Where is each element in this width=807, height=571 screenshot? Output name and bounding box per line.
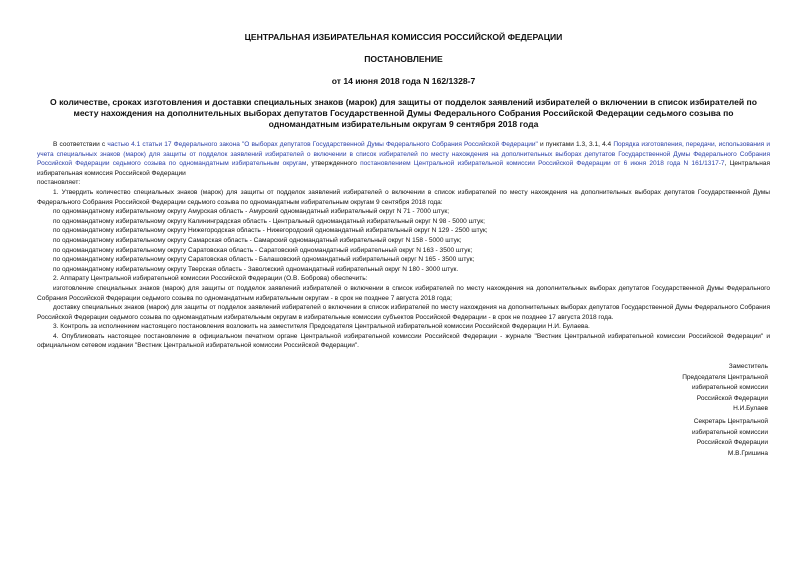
decides-line: постановляет:	[37, 179, 81, 187]
signature-line: Российской Федерации	[696, 439, 768, 447]
document-title: О количестве, сроках изготовления и доставки специальных знаков (марок) для защиты от подделок заявлений избирателей о включении в список избирателей по месту нахождения на дополнительных выборах депутатов Государственной Думы Федерального Собрания Российской Федерации седьмого созыва по одномандатным избирательным округам 9 сентября 2018 года	[50, 97, 757, 129]
signatory-name: М.В.Гришина	[727, 449, 768, 457]
item-2b: доставку специальных знаков (марок) для защиты от подделок заявлений избирателей о включении в список избирателей по месту нахождения на дополнительных выборах депутатов Государственной Думы Федерального Собрания Российской Федерации седьмого созыва по одномандатным избирательным округам в избирательные комиссии субъектов Российской Федерации - в срок не позднее 17 августа 2018 года.	[37, 304, 770, 321]
preamble-tail: , Центральная избирательная комиссия Российской Федерации	[37, 160, 770, 177]
resolution-link[interactable]: постановлением Центральной избирательной комиссии Российской Федерации от 6 июня 2018 года N 161/1317-7	[360, 160, 725, 168]
preamble-lead: В соответствии с	[53, 141, 108, 148]
law-link[interactable]: частью 4.1 статьи 17 Федерального закона "О выборах депутатов Государственной Думы Федерального Собрания Российской Федерации"	[107, 141, 538, 148]
signature-line: Заместитель	[728, 363, 768, 370]
district-item: по одномандатному избирательному округу Амурская область - Амурский одномандатный избирательный округ N 71 - 7000 штук;	[53, 208, 450, 216]
district-item: по одномандатному избирательному округу Саратовская область - Саратовский одномандатный избирательный округ N 163 - 3500 штук;	[53, 246, 473, 254]
signature-line: избирательной комиссии	[691, 428, 768, 436]
order-link[interactable]: Порядка изготовления, передачи, использования и учета специальных знаков (марок) для защиты от подделок заявлений избирателей о включении в список избирателей по месту нахождения на дополнительных выборах депутатов Государственной Думы Федерального Собрания Российской Федерации седьмого созыва по одномандатным избирательным округам	[37, 141, 770, 168]
organization-heading: ЦЕНТРАЛЬНАЯ ИЗБИРАТЕЛЬНАЯ КОМИССИЯ РОССИЙСКОЙ ФЕДЕРАЦИИ	[244, 32, 563, 42]
preamble-mid2: , утвержденного	[306, 160, 361, 168]
signature-line: избирательной комиссии	[691, 384, 768, 392]
item-3: 3. Контроль за исполнением настоящего постановления возложить на заместителя Председателя Центральной избирательной комиссии Российской Федерации Н.И. Булаева.	[53, 323, 590, 331]
preamble	[37, 140, 770, 178]
district-item: по одномандатному избирательному округу Самарская область - Самарский одномандатный избирательный округ N 158 - 5000 штук;	[53, 236, 462, 244]
signature-line: Секретарь Центральной	[693, 417, 768, 425]
item-4: 4. Опубликовать настоящее постановление в официальном печатном органе Центральной избирательной комиссии Российской Федерации - журнале "Вестник Центральной избирательной комиссии Российской Федерации" и официальном сетевом издании "Вестник Центральной избирательной комиссии Российской Федерации".	[37, 332, 770, 350]
document-type: ПОСТАНОВЛЕНИЕ	[364, 54, 443, 64]
date-number: от 14 июня 2018 года N 162/1328-7	[331, 76, 476, 86]
preamble-mid1: и пунктами 1.3, 3.1, 4.4	[537, 141, 614, 148]
district-item: по одномандатному избирательному округу Калининградская область - Центральный одномандатный избирательный округ N 98 - 5000 штук;	[53, 217, 485, 225]
district-item: по одномандатному избирательному округу Тверская область - Заволжский одномандатный избирательный округ N 180 - 3000 штук.	[53, 265, 459, 273]
district-item: по одномандатному избирательному округу Нижегородская область - Нижегородский одномандатный избирательный округ N 129 - 2500 штук;	[53, 227, 488, 235]
district-item: по одномандатному избирательному округу Саратовская область - Балашовский одномандатный избирательный округ N 165 - 3500 штук;	[53, 256, 475, 264]
signature-block	[682, 362, 768, 459]
document-body	[37, 140, 770, 351]
signature-line: Председателя Центральной	[682, 373, 768, 381]
item-2: 2. Аппарату Центральной избирательной комиссии Российской Федерации (О.В. Боброва) обеспечить:	[53, 275, 368, 283]
signature-line: Российской Федерации	[696, 394, 768, 402]
item-1: 1. Утвердить количество специальных знаков (марок) для защиты от подделок заявлений избирателей о включении в список избирателей по месту нахождения на дополнительных выборах депутатов Государственной Думы Федерального Собрания Российской Федерации седьмого созыва по одномандатным избирательным округам 9 сентября 2018 года:	[37, 188, 770, 206]
item-2a: изготовление специальных знаков (марок) для защиты от подделок заявлений избирателей о включении в список избирателей по месту нахождения на дополнительных выборах депутатов Государственной Думы Федерального Собрания Российской Федерации седьмого созыва по одномандатным избирательным округам - в срок не позднее 7 августа 2018 года;	[37, 284, 770, 302]
signatory-name: Н.И.Булаев	[733, 405, 768, 413]
